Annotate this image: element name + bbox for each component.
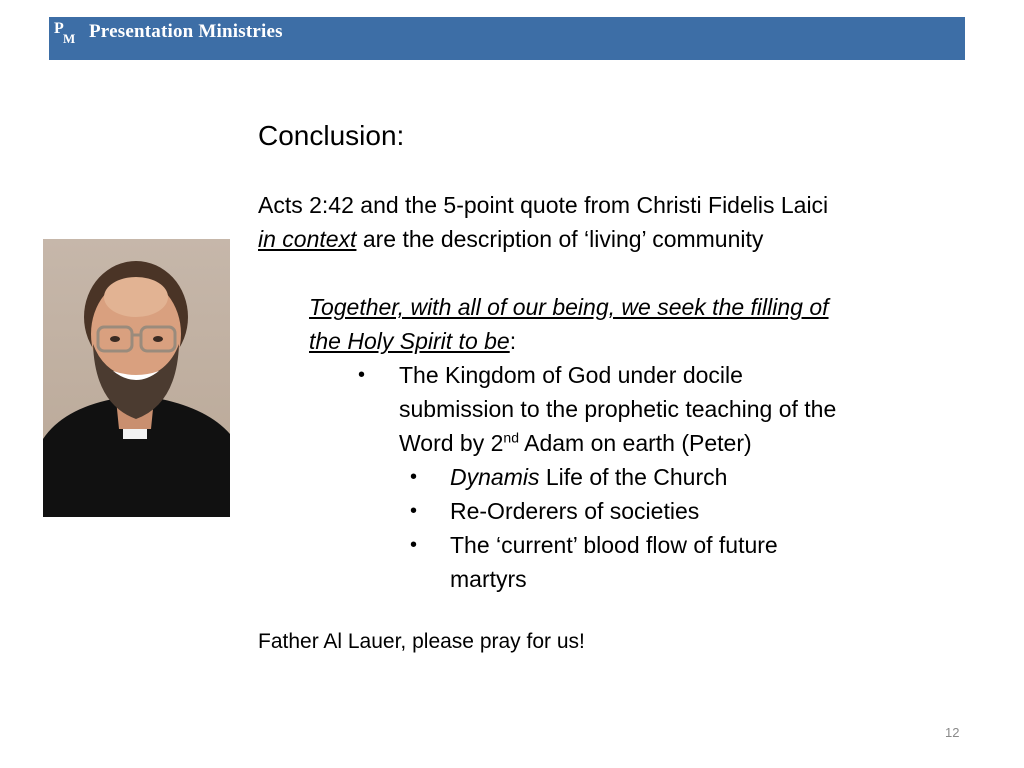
portrait-photo	[43, 239, 230, 517]
intro-line-2	[258, 226, 763, 253]
lead-line-1: Together, with all of our being, we seek the filling of	[309, 294, 829, 320]
dynamis-emphasis: Dynamis	[450, 464, 540, 490]
closing-prayer: Father Al Lauer, please pray for us!	[258, 630, 585, 653]
in-context-emphasis: in context	[258, 226, 357, 252]
svg-text:P: P	[54, 20, 64, 37]
slide-title: Conclusion:	[258, 120, 405, 151]
sub-bullet-1-rest: Life of the Church	[539, 464, 728, 490]
sub-bullet-1	[450, 464, 727, 491]
sub-bullet-3-line-2: martyrs	[450, 566, 527, 592]
bullet-icon: •	[410, 500, 418, 522]
bullet-icon: •	[410, 466, 418, 488]
bullet-icon: •	[358, 364, 366, 386]
bullet-1-line-1: The Kingdom of God under docile	[399, 362, 743, 388]
brand-name: Presentation Ministries	[89, 21, 283, 42]
sub-bullet-3-line-1: The ‘current’ blood flow of future	[450, 532, 778, 558]
bullet-1-line-3-b: Adam on earth (Peter)	[518, 430, 752, 456]
pm-logo-icon	[53, 19, 79, 45]
bullet-1-line-3-a: Word by 2	[399, 430, 504, 456]
svg-text:M: M	[63, 31, 76, 45]
bullet-icon: •	[410, 534, 418, 556]
page-number: 12	[945, 725, 960, 740]
intro-line-2-rest: are the description of ‘living’ community	[356, 226, 764, 252]
lead-colon: :	[509, 328, 517, 354]
sub-bullet-2: Re-Orderers of societies	[450, 498, 700, 524]
header-bar	[49, 17, 965, 60]
ordinal-suffix: nd	[503, 429, 519, 446]
lead-line-2	[309, 328, 516, 355]
lead-line-2-text: the Holy Spirit to be	[309, 328, 510, 354]
intro-line-1: Acts 2:42 and the 5-point quote from Christi Fidelis Laici	[258, 192, 829, 218]
bullet-1-line-3	[399, 430, 752, 457]
bullet-1-line-2: submission to the prophetic teaching of the	[399, 396, 837, 422]
